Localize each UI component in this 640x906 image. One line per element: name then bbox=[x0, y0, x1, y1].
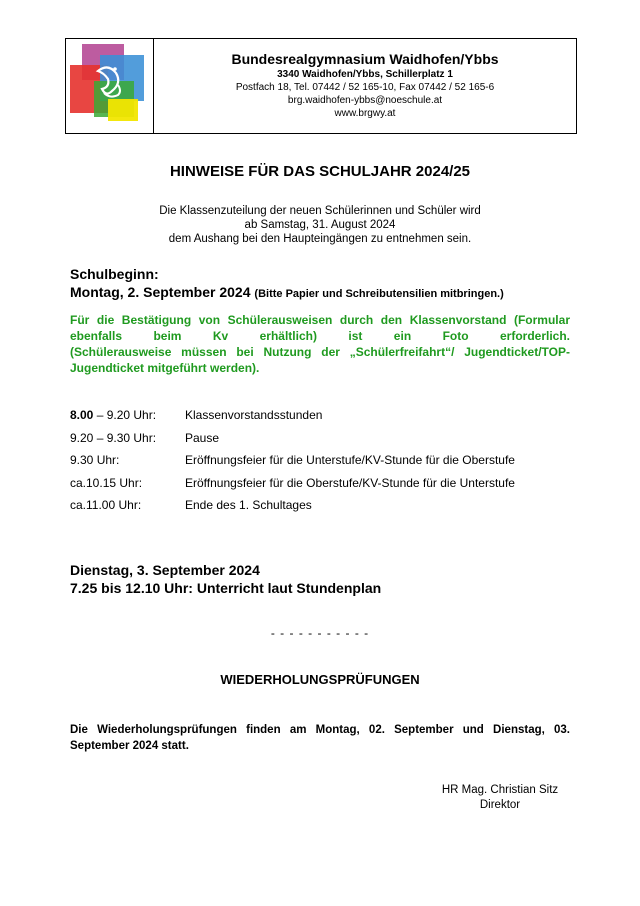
logo-cell bbox=[66, 39, 154, 133]
schedule-time-rest: – 9.20 Uhr: bbox=[93, 408, 157, 423]
schedule-row bbox=[70, 427, 580, 450]
second-day-info bbox=[70, 561, 381, 597]
student-id-notice-para2: (Schülerausweise müssen bei Nutzung der „Schülerfreifahrt“/ Jugendticket/TOP-Jugendticket mitgeführt werden). bbox=[70, 345, 570, 375]
intro-text bbox=[0, 204, 640, 246]
schedule-time-bold: 8.00 bbox=[70, 408, 94, 423]
first-day-schedule bbox=[70, 404, 580, 517]
intro-line-2: ab Samstag, 31. August 2024 bbox=[244, 219, 396, 231]
second-day-date: Dienstag, 3. September 2024 bbox=[70, 562, 260, 578]
student-id-notice-para1: Für die Bestätigung von Schülerausweisen durch den Klassenvorstand (Formular ebenfalls beim Kv erhältlich) ist ein Foto erforderlich. bbox=[70, 313, 570, 343]
letterhead bbox=[65, 38, 577, 134]
school-name: Bundesrealgymnasium Waidhofen/Ybbs bbox=[231, 51, 499, 67]
repeat-exams-title: WIEDERHOLUNGSPRÜFUNGEN bbox=[220, 672, 420, 687]
school-start-note: (Bitte Papier und Schreibutensilien mitbringen.) bbox=[254, 288, 504, 300]
section-separator: - - - - - - - - - - - bbox=[270, 626, 370, 640]
schedule-desc: Ende des 1. Schultages bbox=[185, 498, 312, 513]
school-start-date-line bbox=[70, 283, 504, 303]
schedule-time-rest: 9.20 – 9.30 Uhr: bbox=[70, 430, 157, 445]
repeat-exams-text: Die Wiederholungsprüfungen finden am Montag, 02. September und Dienstag, 03. September 2024 statt. bbox=[70, 724, 570, 752]
schedule-time bbox=[70, 453, 185, 467]
schedule-time-rest: 9.30 Uhr: bbox=[70, 453, 120, 468]
school-website: www.brgwy.at bbox=[334, 108, 396, 119]
schedule-desc: Eröffnungsfeier für die Unterstufe/KV-Stunde für die Oberstufe bbox=[185, 453, 515, 468]
school-email: brg.waidhofen-ybbs@noeschule.at bbox=[287, 95, 443, 106]
school-phone: Postfach 18, Tel. 07442 / 52 165-10, Fax 07442 / 52 165-6 bbox=[235, 82, 495, 93]
schedule-time bbox=[70, 476, 185, 490]
signature-block bbox=[430, 783, 570, 813]
schedule-time bbox=[70, 431, 185, 445]
intro-line-1: Die Klassenzuteilung der neuen Schülerinnen und Schüler wird bbox=[159, 205, 481, 217]
school-start-date: Montag, 2. September 2024 bbox=[70, 284, 251, 300]
schedule-row bbox=[70, 472, 580, 495]
schedule-time-rest: ca.11.00 Uhr: bbox=[70, 498, 142, 513]
signature-role: Direktor bbox=[479, 799, 521, 811]
schedule-row bbox=[70, 449, 580, 472]
school-logo bbox=[70, 41, 150, 131]
schedule-time bbox=[70, 408, 185, 422]
schedule-row bbox=[70, 404, 580, 427]
schedule-time-rest: ca.10.15 Uhr: bbox=[70, 475, 143, 490]
school-start-label: Schulbeginn: bbox=[70, 266, 159, 282]
schedule-desc: Eröffnungsfeier für die Oberstufe/KV-Stunde für die Unterstufe bbox=[185, 475, 515, 490]
intro-line-3: dem Aushang bei den Haupteingängen zu entnehmen sein. bbox=[168, 233, 472, 245]
schedule-desc: Pause bbox=[185, 430, 220, 445]
second-day-lesson: 7.25 bis 12.10 Uhr: Unterricht laut Stundenplan bbox=[70, 580, 382, 596]
school-street: 3340 Waidhofen/Ybbs, Schillerplatz 1 bbox=[277, 69, 453, 80]
schedule-time bbox=[70, 498, 185, 512]
document-title: HINWEISE FÜR DAS SCHULJAHR 2024/25 bbox=[169, 163, 471, 180]
schedule-row bbox=[70, 494, 580, 517]
student-id-notice bbox=[70, 312, 570, 376]
signature-name: HR Mag. Christian Sitz bbox=[441, 784, 559, 796]
schedule-desc: Klassenvorstandsstunden bbox=[185, 408, 323, 423]
address-block bbox=[154, 39, 576, 133]
